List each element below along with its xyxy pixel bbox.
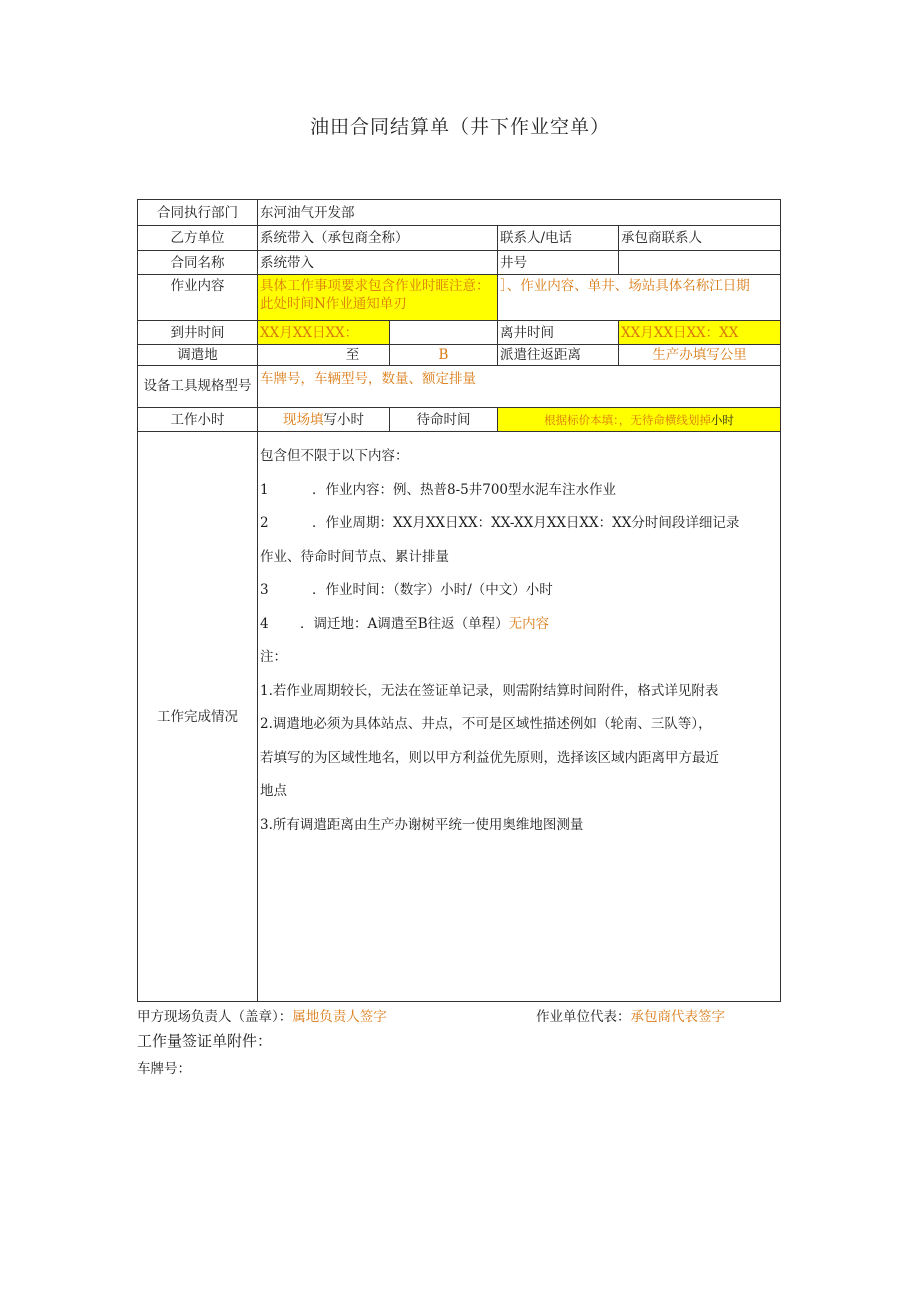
distance-label: 派遣往返距离 <box>498 345 619 366</box>
work-hours-black: 写小时 <box>323 411 364 428</box>
row-work-content <box>138 275 781 321</box>
rep-label: 作业单位代表： <box>536 1009 631 1025</box>
note-2-cont: 若填写的为区域性地名，则以甲方利益优先原则，选择该区域内距离甲方最近 <box>260 749 719 766</box>
work-hours-orange: 现场填 <box>283 411 324 428</box>
standby-label: 待命时间 <box>390 408 498 432</box>
standby-black: 小时 <box>710 412 734 427</box>
work-item-2-cont: 作业、待命时间节点、累计排量 <box>260 548 449 565</box>
arrive-label: 到井时间 <box>138 321 258 345</box>
work-completion-content <box>258 432 781 1002</box>
row-work-hours <box>138 408 781 432</box>
well-value <box>619 251 781 275</box>
work-content-value-a: 具体工作事项要求包含作业时眶注意：此处时间N作业通知单刃 <box>258 275 498 321</box>
contract-name-label: 合同名称 <box>138 251 258 275</box>
attachment-title: 工作量签证单附件： <box>137 1032 273 1050</box>
row-equipment <box>138 366 781 408</box>
settlement-form <box>137 199 781 1002</box>
row-work-completion <box>138 432 781 1002</box>
contact-value: 承包商联系人 <box>619 226 781 251</box>
row-contract-name <box>138 251 781 275</box>
dispatch-label: 调遣地 <box>138 345 258 366</box>
well-label: 井号 <box>498 251 619 275</box>
leave-label: 离井时间 <box>498 321 619 345</box>
arrive-blank <box>390 321 498 345</box>
leave-value: XX月XX日XX：XX <box>619 321 781 345</box>
work-item-2: 2 ．作业周期：XX月XX日XX：XX-XX月XX日XX：XX分时间段详细记录 <box>260 515 740 531</box>
note-3: 3.所有调遣距离由生产办谢树平统一使用奥维地图测量 <box>260 816 584 833</box>
note-label: 注： <box>260 649 287 665</box>
contract-name-value: 系统带入 <box>258 251 498 275</box>
rep-signature <box>536 1005 725 1025</box>
note-2: 2.调遣地必须为具体站点、井点，不可是区域性描述例如（轮南、三队等）， <box>260 716 712 732</box>
department-value: 东河油气开发部 <box>258 200 781 226</box>
work-content-label: 作业内容 <box>138 275 258 321</box>
party-a-value: 属地负责人签字 <box>292 1009 387 1025</box>
row-dispatch <box>138 345 781 366</box>
row-department <box>138 200 781 226</box>
standby-value <box>498 408 781 432</box>
plate-label: 车牌号： <box>137 1061 191 1077</box>
distance-value: 生产办填写公里 <box>619 345 781 366</box>
row-party-b <box>138 226 781 251</box>
dispatch-to: 至 <box>258 345 390 366</box>
rep-value: 承包商代表签字 <box>630 1009 725 1025</box>
work-item-4: 4 ．调迁地：A调遣至B往返（单程）无内容 <box>260 615 550 632</box>
work-hours-label: 工作小时 <box>138 408 258 432</box>
work-content-value-b: ］、作业内容、单井、场站具体名称江日期 <box>498 275 781 321</box>
equipment-label: 设备工具规格型号 <box>138 366 258 408</box>
contact-label: 联系人/电话 <box>498 226 619 251</box>
party-a-label: 甲方现场负责人（盖章）： <box>137 1009 293 1025</box>
work-item-3: 3 ．作业时间：（数字）小时/（中文）小时 <box>260 582 553 598</box>
note-2-cont-2: 地点 <box>260 783 287 799</box>
equipment-value: 车牌号，车辆型号，数量、额定排量 <box>258 366 781 408</box>
work-intro: 包含但不限于以下内容： <box>260 448 409 464</box>
party-b-label: 乙方单位 <box>138 226 258 251</box>
row-arrive-time <box>138 321 781 345</box>
department-label: 合同执行部门 <box>138 200 258 226</box>
standby-orange: 根据标价本填：，无待命横线划掉 <box>544 412 711 427</box>
work-hours-value <box>258 408 390 432</box>
party-b-value: 系统带入（承包商全称） <box>258 226 498 251</box>
work-completion-label: 工作完成情况 <box>138 432 258 1002</box>
arrive-value: XX月XX日XX： <box>258 321 390 345</box>
work-item-1: 1 ．作业内容：例、热普8-5井700型水泥车注水作业 <box>260 481 617 498</box>
note-1: 1.若作业周期较长，无法在签证单记录，则需附结算时间附件，格式详见附表 <box>260 682 719 699</box>
page-title: 油田合同结算单（井下作业空单） <box>309 116 610 138</box>
dispatch-dest: B <box>390 345 498 366</box>
party-a-signature <box>137 1005 387 1025</box>
